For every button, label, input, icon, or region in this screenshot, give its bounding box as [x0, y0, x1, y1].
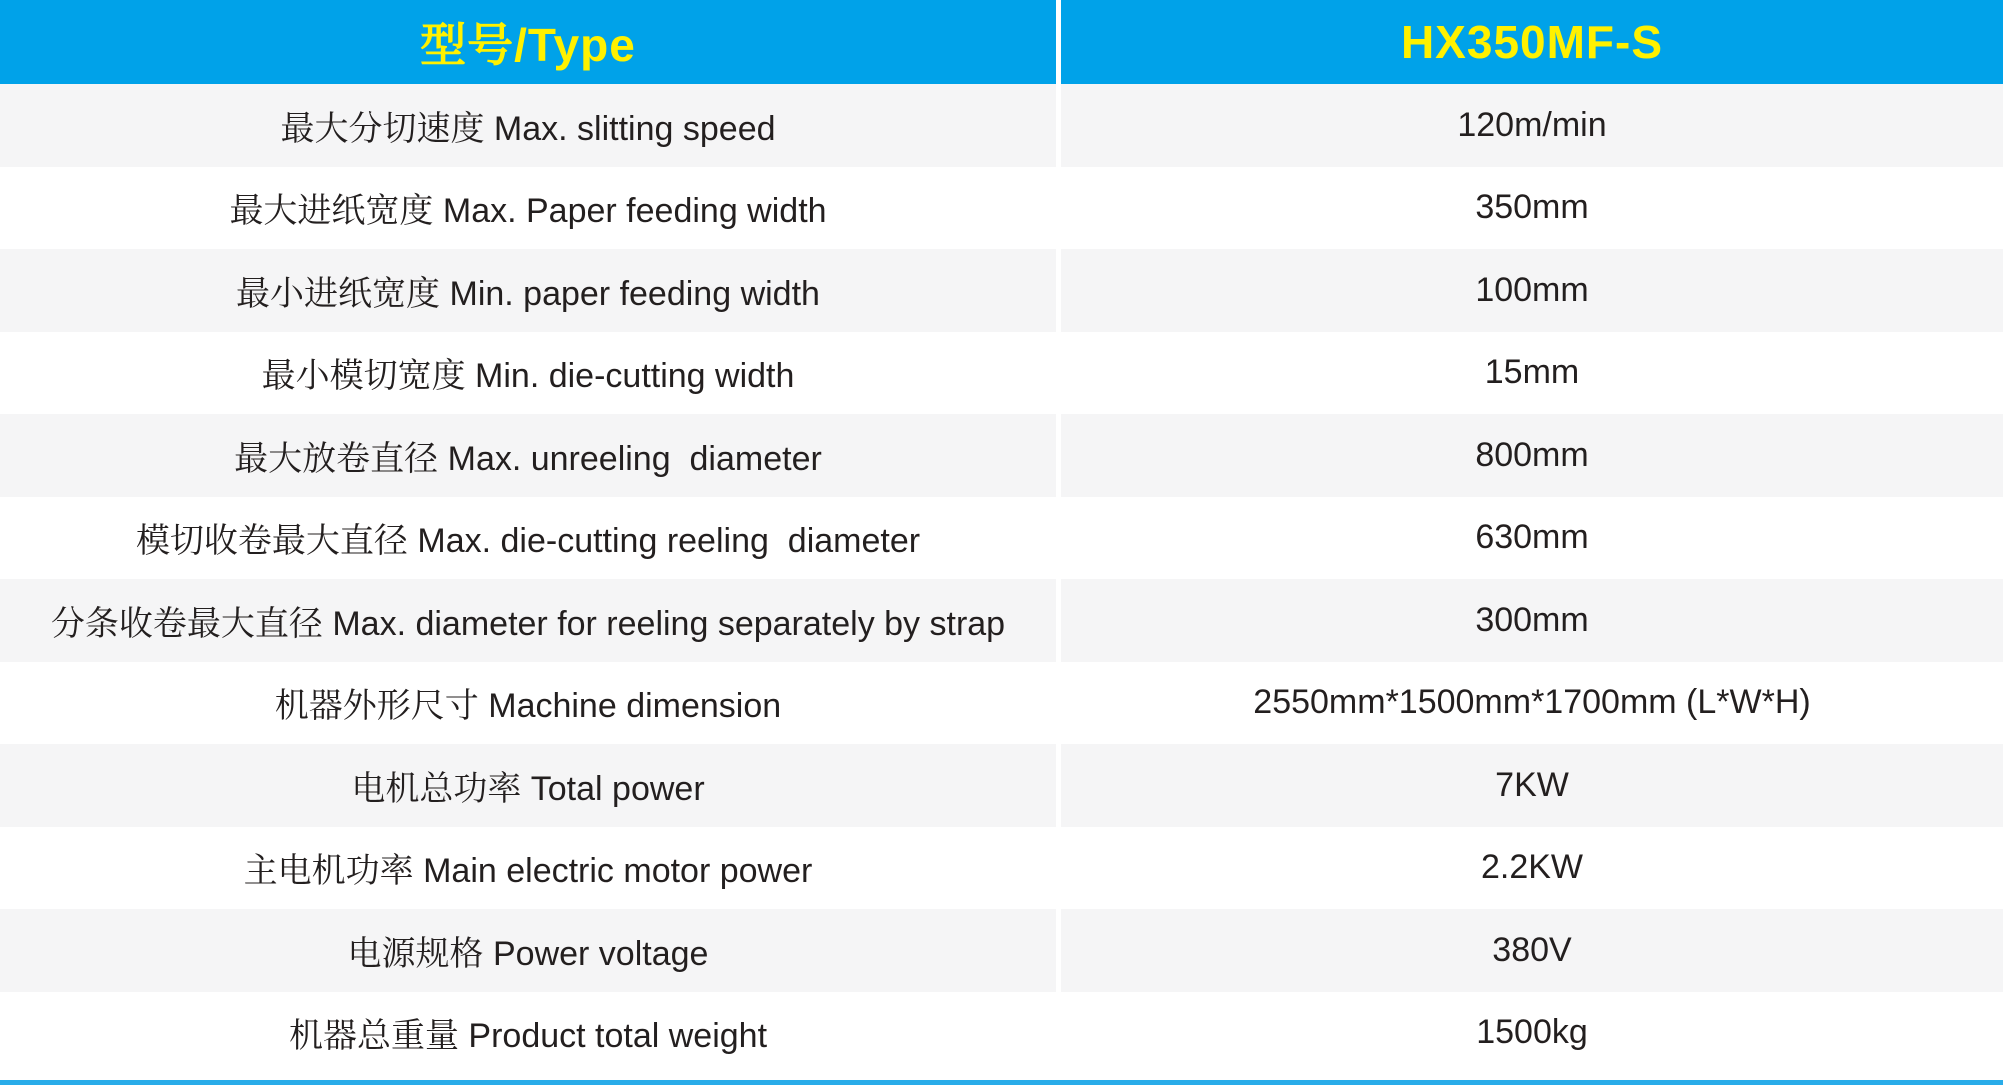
bottom-accent-line	[0, 1080, 2003, 1085]
spec-value-cell: 800mm	[1061, 414, 2003, 497]
spec-value-cell: 120m/min	[1061, 84, 2003, 167]
spec-value-cell: 2.2KW	[1061, 827, 2003, 910]
spec-label-cell: 最大放卷直径 Max. unreeling diameter	[0, 414, 1056, 497]
spec-value-cell: 380V	[1061, 909, 2003, 992]
spec-value-cell: 1500kg	[1061, 992, 2003, 1075]
spec-value-cell: 7KW	[1061, 744, 2003, 827]
spec-value-cell: 300mm	[1061, 579, 2003, 662]
spec-label-cell: 主电机功率 Main electric motor power	[0, 827, 1056, 910]
spec-value-cell: 100mm	[1061, 249, 2003, 332]
table-header-model: HX350MF-S	[1061, 0, 2003, 84]
spec-label-cell: 最小模切宽度 Min. die-cutting width	[0, 332, 1056, 415]
spec-label-cell: 最小进纸宽度 Min. paper feeding width	[0, 249, 1056, 332]
spec-value-cell: 350mm	[1061, 167, 2003, 250]
table-header-type: 型号/Type	[0, 0, 1056, 84]
spec-value-cell: 2550mm*1500mm*1700mm (L*W*H)	[1061, 662, 2003, 745]
spec-label-cell: 分条收卷最大直径 Max. diameter for reeling separately by strap	[0, 579, 1056, 662]
spec-label-cell: 电机总功率 Total power	[0, 744, 1056, 827]
spec-label-cell: 机器外形尺寸 Machine dimension	[0, 662, 1056, 745]
spec-label-cell: 最大分切速度 Max. slitting speed	[0, 84, 1056, 167]
spec-label-cell: 机器总重量 Product total weight	[0, 992, 1056, 1075]
spec-value-cell: 630mm	[1061, 497, 2003, 580]
spec-label-cell: 电源规格 Power voltage	[0, 909, 1056, 992]
spec-label-cell: 模切收卷最大直径 Max. die-cutting reeling diameter	[0, 497, 1056, 580]
spec-value-cell: 15mm	[1061, 332, 2003, 415]
spec-label-cell: 最大进纸宽度 Max. Paper feeding width	[0, 167, 1056, 250]
